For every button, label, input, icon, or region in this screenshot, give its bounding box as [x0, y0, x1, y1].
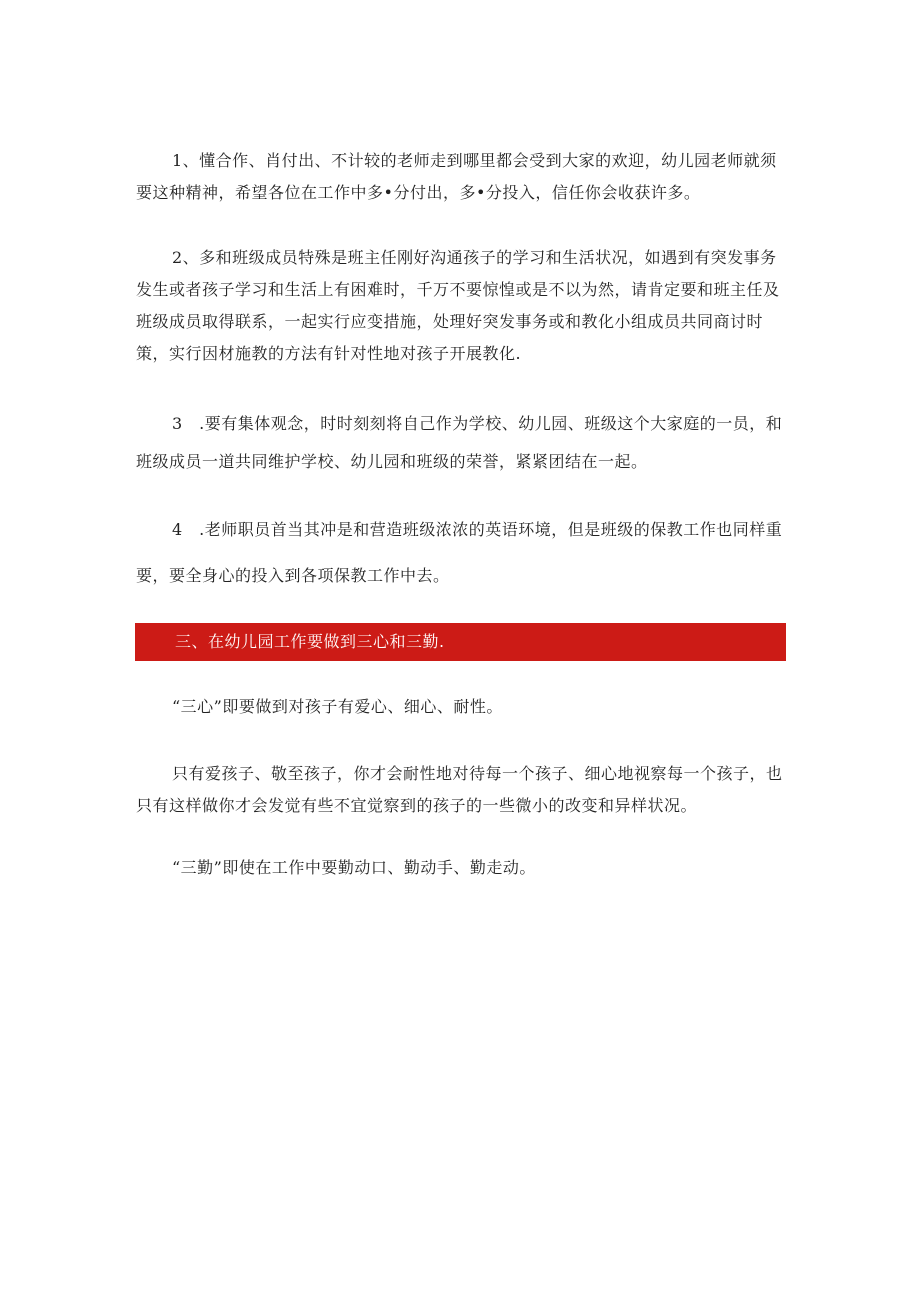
paragraph-item-3: 3 .要有集体观念，时时刻刻将自己作为学校、幼儿园、班级这个大家庭的一员，和班级成员一道共同维护学校、幼儿园和班级的荣誉，紧紧团结在一起。 — [136, 414, 783, 471]
sanxin-definition: “三心”即要做到对孩子有爱心、细心、耐性。 — [172, 697, 503, 716]
sanxin-explanation: 只有爱孩子、敬至孩子，你才会耐性地对待每一个孩子、细心地视察每一个孩子，也只有这样做你才会发觉有些不宜觉察到的孩子的一些微小的改变和异样状况。 — [136, 764, 783, 815]
paragraph-item-2: 2、多和班级成员特殊是班主任刚好沟通孩子的学习和生活状况，如遇到有突发事务发生或者孩子学习和生活上有困难时，千万不要惊惶或是不以为然，请肯定要和班主任及班级成员取得联系，一起实行应变措施，处理好突发事务或和教化小组成员共同商讨时策，实行因材施教的方法有针对性地对孩子开展教化. — [136, 248, 780, 363]
section-heading-bar — [135, 623, 786, 661]
section-heading: 三、在幼儿园工作要做到三心和三勤. — [175, 632, 445, 651]
paragraph-item-1: 1、懂合作、肖付出、不计较的老师走到哪里都会受到大家的欢迎，幼儿园老师就须要这种精神，希望各位在工作中多•分付出，多•分投入，信任你会收获许多。 — [136, 151, 777, 202]
paragraph-item-4: 4 .老师职员首当其冲是和营造班级浓浓的英语环境，但是班级的保教工作也同样重要，要全身心的投入到各项保教工作中去。 — [136, 520, 783, 585]
sanqin-definition: “三勤”即使在工作中要勤动口、勤动手、勤走动。 — [172, 858, 536, 877]
